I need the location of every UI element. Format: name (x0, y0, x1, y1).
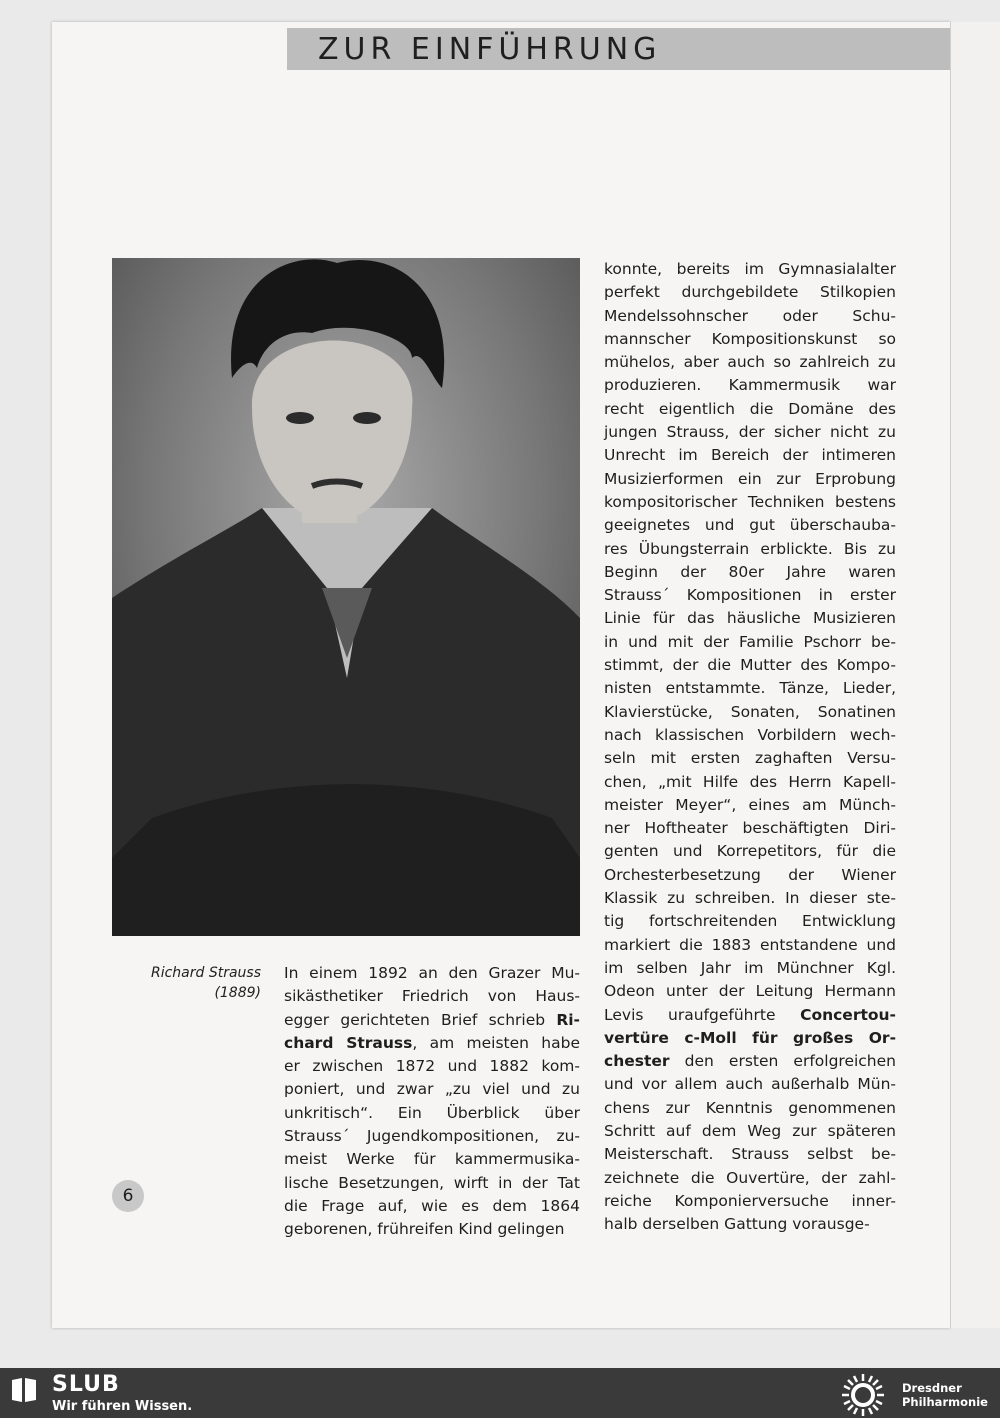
text-line: halb derselben Gattung vorausge- (604, 1215, 870, 1234)
text-segment: den ersten erfolgreichen (669, 1052, 896, 1071)
text-line: Beginn der 80er Jahre waren (604, 562, 896, 581)
text-line: In einem 1892 an den Grazer Mu- (284, 964, 580, 982)
bold-text: chard Strauss (284, 1033, 413, 1052)
text-line: mannscher Kompositionskunst so (604, 329, 896, 348)
text-line: recht eigentlich die Domäne des (604, 399, 896, 418)
adjacent-page-edge (950, 22, 1000, 1328)
text-line: Mendelssohnscher oder Schu- (604, 306, 896, 325)
text-line: Klavierstücke, Sonaten, Sonatinen (604, 702, 896, 721)
text-line: genten und Korrepetitors, für die (604, 842, 896, 861)
text-line (284, 1009, 580, 1032)
text-segment: egger gerichteten Brief schrieb (284, 1010, 557, 1029)
text-line: in und mit der Familie Pschorr be- (604, 632, 896, 651)
text-line: tig fortschreitenden Entwicklung (604, 912, 896, 931)
portrait-photo (112, 258, 580, 936)
text-line: jungen Strauss, der sicher nicht zu (604, 423, 896, 442)
bold-text: Concertou- (800, 1005, 896, 1024)
text-segment: , am meisten habe (412, 1033, 580, 1052)
text-line: Strauss´ Kompositionen in erster (604, 586, 896, 605)
text-line: zeichnete die Ouvertüre, der zahl- (604, 1168, 896, 1187)
text-line (604, 1050, 896, 1073)
orchestra-name (902, 1381, 988, 1409)
text-line: lische Besetzungen, wirft in der Tat (284, 1173, 580, 1192)
text-line: die Frage auf, wie es dem 1864 (284, 1196, 580, 1215)
text-line: res Übungsterrain erblickte. Bis zu (604, 539, 896, 558)
caption-name: Richard Strauss (150, 965, 261, 981)
text-line: nisten entstammte. Tänze, Lieder, (604, 679, 896, 698)
text-line: im selben Jahr im Münchner Kgl. (604, 958, 896, 977)
orchestra-name-line2: Philharmonie (902, 1395, 988, 1409)
text-line (604, 1004, 896, 1027)
text-line: Orchesterbesetzung der Wiener (604, 865, 896, 884)
text-line: Schritt auf dem Weg zur späteren (604, 1121, 896, 1140)
text-line: unkritisch“. Ein Überblick über (284, 1103, 580, 1122)
text-line: Strauss´ Jugendkompositionen, zu- (284, 1127, 580, 1146)
text-line: chen, „mit Hilfe des Herrn Kapell- (604, 772, 896, 791)
text-line: Musizierformen ein zur Erprobung (604, 469, 896, 488)
text-line: produzieren. Kammermusik war (604, 376, 896, 395)
text-line: geborenen, frühreifen Kind gelingen (284, 1220, 565, 1239)
text-line: mühelos, aber auch so zahlreich zu (604, 353, 896, 372)
slub-book-icon (10, 1376, 38, 1404)
page-number: 6 (112, 1180, 144, 1212)
bold-text: vertüre c-Moll für großes Or- (604, 1028, 896, 1047)
text-line: markiert die 1883 entstandene und (604, 935, 896, 954)
text-segment: Levis uraufgeführte (604, 1005, 801, 1024)
bold-text: Ri- (556, 1010, 580, 1029)
text-line: Linie für das häusliche Musizieren (604, 609, 896, 628)
text-line: geeignetes und gut überschauba- (604, 516, 896, 535)
text-line: poniert, und zwar „zu viel und zu (284, 1080, 580, 1099)
text-line: stimmt, der die Mutter des Kompo- (604, 656, 896, 675)
text-line: und vor allem auch außerhalb Mün- (604, 1075, 896, 1094)
orchestra-sun-logo (840, 1372, 886, 1418)
text-line: sikästhetiker Friedrich von Haus- (284, 987, 580, 1006)
text-line: kompositorischer Techniken bestens (604, 492, 896, 511)
text-column-left (284, 962, 580, 1242)
text-line: nach klassischen Vorbildern wech- (604, 725, 896, 744)
bold-text: chester (604, 1052, 670, 1071)
text-line: meister Meyer“, eines am Münch- (604, 795, 896, 814)
text-line: Unrecht im Bereich der intimeren (604, 446, 896, 465)
text-line (284, 1032, 580, 1055)
library-tagline: Wir führen Wissen. (52, 1399, 193, 1414)
text-segment: Odeon unter der Leitung Hermann (604, 982, 896, 1001)
library-name: SLUB (52, 1372, 120, 1397)
text-line: Meisterschaft. Strauss selbst be- (604, 1145, 896, 1164)
text-line: meist Werke für kammermusika- (284, 1150, 580, 1169)
text-line: perfekt durchgebildete Stilkopien (604, 283, 896, 302)
text-line: seln mit ersten zaghaften Versu- (604, 749, 896, 768)
text-line: konnte, bereits im Gymnasialalter (604, 260, 896, 278)
text-line (604, 1027, 896, 1050)
text-line: er zwischen 1872 und 1882 kom- (284, 1057, 580, 1076)
caption-year: (1889) (214, 985, 261, 1001)
photo-caption (140, 963, 261, 1003)
portrait-illustration (112, 258, 580, 936)
text-line (604, 980, 896, 1003)
orchestra-name-line1: Dresdner (902, 1381, 962, 1395)
page-heading: ZUR EINFÜHRUNG (318, 32, 662, 67)
text-line: ner Hoftheater beschäftigten Diri- (604, 819, 896, 838)
text-column-right (604, 258, 896, 1236)
text-line: reiche Komponierversuche inner- (604, 1191, 896, 1210)
text-line: chens zur Kenntnis genommenen (604, 1098, 896, 1117)
text-line: Klassik zu schreiben. In dieser ste- (604, 889, 896, 908)
